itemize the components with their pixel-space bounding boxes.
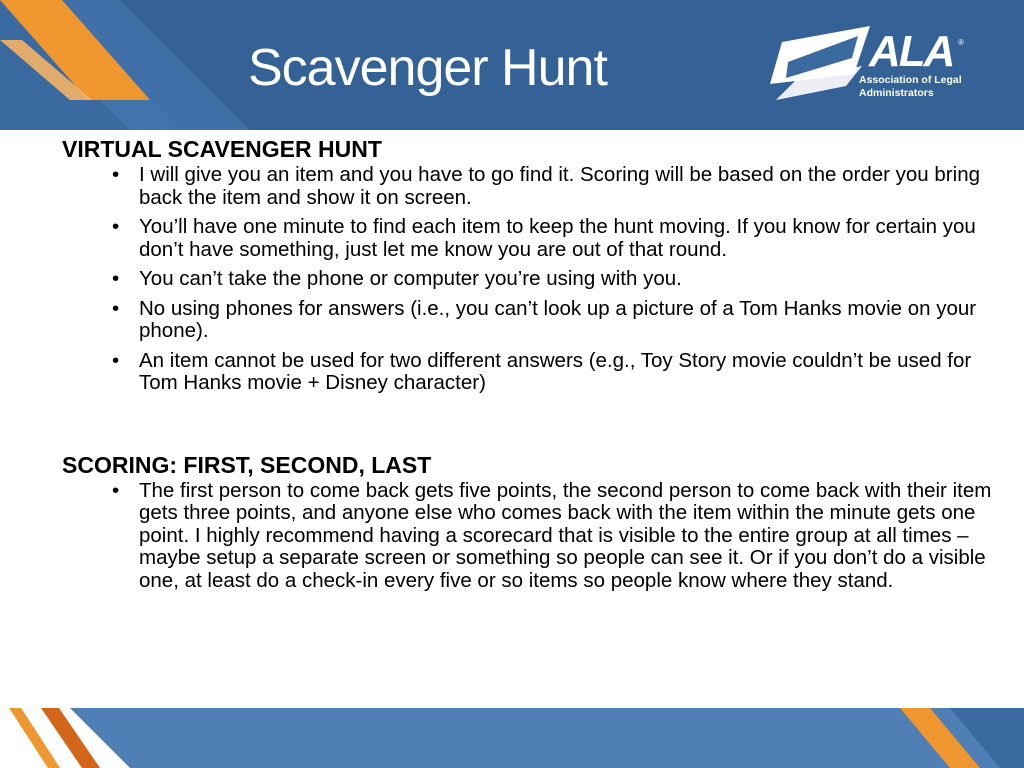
section-spacer <box>62 402 992 450</box>
section-heading-scoring: SCORING: FIRST, SECOND, LAST <box>62 451 432 478</box>
bullet-list-scoring <box>62 480 992 593</box>
logo-caption-line1: Association of Legal <box>859 74 962 86</box>
slide-body <box>62 134 992 599</box>
bullet-item: • An item cannot be used for two different answers (e.g., Toy Story movie couldn’t be used for Tom Hanks movie + Disney character) <box>62 350 992 395</box>
bullet-item: • You can’t take the phone or computer you’re using with you. <box>62 268 992 291</box>
bullet-item: • You’ll have one minute to find each item to keep the hunt moving. If you know for certain you don’t have something, just let me know you are out of that round. <box>62 216 992 261</box>
logo-caption <box>859 74 962 100</box>
logo-mark: ALA <box>869 27 954 76</box>
logo-caption-line2: Administrators <box>859 87 934 99</box>
footer-banner <box>0 708 1024 768</box>
bullet-list-rules <box>62 164 992 395</box>
bullet-item: • The first person to come back gets five points, the second person to come back with their item gets three points, and anyone else who comes back with the item within the minute gets one point. I highly recommend having a scorecard that is visible to the entire group at all times – maybe setup a separate screen or something so people can see it. Or if you don’t do a visible one, at least do a check-in every five or so items so people know where they stand. <box>62 480 992 593</box>
bullet-item: • I will give you an item and you have to go find it. Scoring will be based on the order you bring back the item and show it on screen. <box>62 164 992 209</box>
section-heading-virtual: VIRTUAL SCAVENGER HUNT <box>62 136 382 162</box>
bullet-item: • No using phones for answers (i.e., you can’t look up a picture of a Tom Hanks movie on your phone). <box>62 298 992 343</box>
logo-registered: ® <box>958 38 964 47</box>
slide-title: Scavenger Hunt <box>248 39 607 97</box>
